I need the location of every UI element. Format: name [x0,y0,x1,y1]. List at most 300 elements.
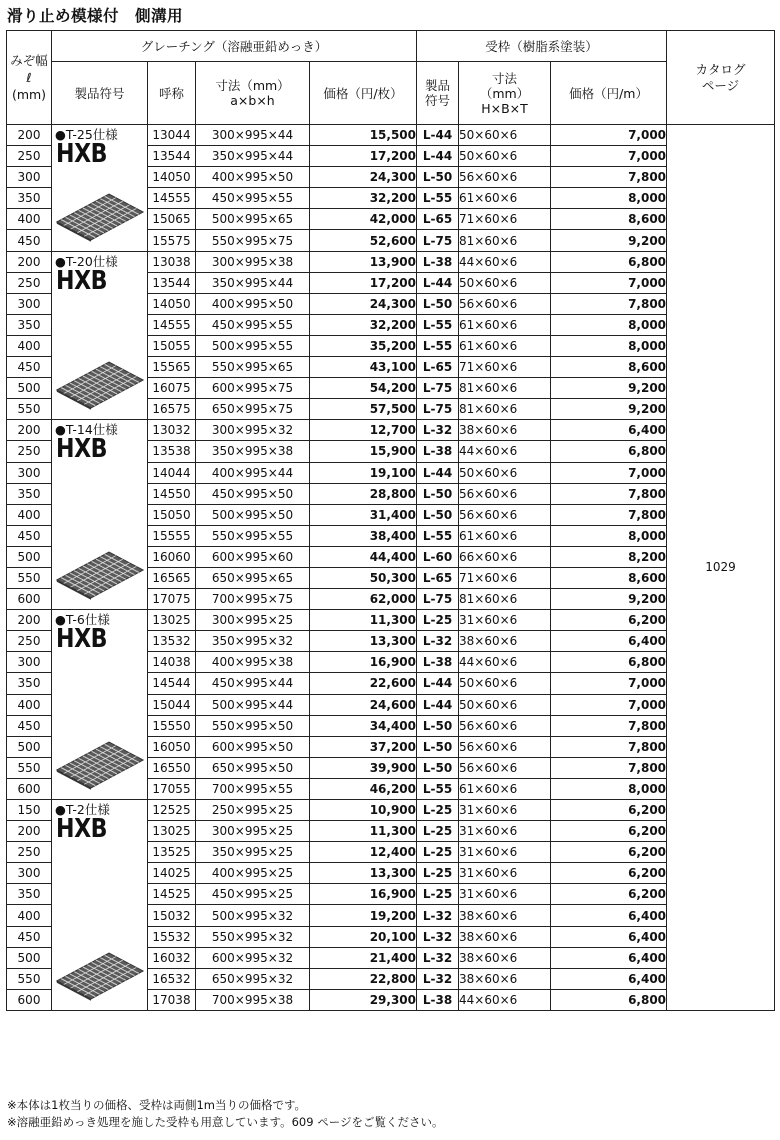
frame-price-cell: 9,200 [551,378,667,399]
nominal-cell: 17055 [148,778,196,799]
grating-price-cell: 15,900 [310,441,417,462]
grating-price-cell: 24,600 [310,694,417,715]
frame-price-cell: 7,800 [551,715,667,736]
nominal-cell: 15032 [148,905,196,926]
header-product-code: 製品符号 [52,62,148,125]
nominal-cell: 13025 [148,821,196,842]
frame-code-cell: L-38 [417,989,459,1010]
dimension-cell: 550×995×32 [196,926,310,947]
nominal-cell: 14044 [148,462,196,483]
frame-price-cell: 8,000 [551,188,667,209]
width-cell: 350 [7,314,52,335]
grating-price-cell: 43,100 [310,357,417,378]
width-cell: 450 [7,715,52,736]
frame-price-cell: 7,800 [551,167,667,188]
dimension-cell: 450×995×55 [196,188,310,209]
dimension-cell: 600×995×75 [196,378,310,399]
width-cell: 300 [7,462,52,483]
table-row [7,800,775,821]
spec-label: ●T-2仕様 [55,802,110,817]
dimension-cell: 550×995×75 [196,230,310,251]
frame-dimension-cell: 31×60×6 [459,863,551,884]
frame-dimension-cell: 50×60×6 [459,146,551,167]
nominal-cell: 14550 [148,483,196,504]
frame-dimension-cell: 66×60×6 [459,546,551,567]
grating-price-cell: 13,900 [310,251,417,272]
nominal-cell: 15565 [148,357,196,378]
spec-label: ●T-6仕様 [55,612,110,628]
grating-price-cell: 32,200 [310,188,417,209]
frame-price-cell: 7,800 [551,757,667,778]
frame-code-cell: L-75 [417,589,459,610]
frame-dimension-cell: 38×60×6 [459,631,551,652]
product-cell [52,420,148,610]
frame-price-cell: 8,600 [551,357,667,378]
frame-code-cell: L-50 [417,757,459,778]
header-grating-price: 価格（円/枚） [310,62,417,125]
frame-price-cell: 6,200 [551,610,667,631]
frame-code-cell: L-44 [417,694,459,715]
dimension-cell: 300×995×44 [196,125,310,146]
nominal-cell: 14544 [148,673,196,694]
grating-price-cell: 42,000 [310,209,417,230]
grating-image [55,360,145,410]
frame-code-cell: L-55 [417,778,459,799]
width-cell: 200 [7,251,52,272]
dimension-cell: 350×995×32 [196,631,310,652]
nominal-cell: 14025 [148,863,196,884]
frame-price-cell: 8,200 [551,546,667,567]
frame-price-cell: 7,800 [551,504,667,525]
dimension-cell: 400×995×25 [196,863,310,884]
frame-price-cell: 6,200 [551,863,667,884]
nominal-cell: 14525 [148,884,196,905]
width-cell: 500 [7,546,52,567]
frame-dimension-cell: 38×60×6 [459,905,551,926]
frame-code-cell: L-65 [417,567,459,588]
frame-price-cell: 6,400 [551,947,667,968]
nominal-cell: 15044 [148,694,196,715]
grating-figure [55,740,145,793]
nominal-cell: 13544 [148,272,196,293]
grating-price-cell: 32,200 [310,314,417,335]
width-cell: 500 [7,947,52,968]
width-cell: 250 [7,441,52,462]
frame-code-cell: L-25 [417,800,459,821]
width-cell: 550 [7,757,52,778]
frame-dimension-cell: 71×60×6 [459,357,551,378]
nominal-cell: 13038 [148,251,196,272]
width-cell: 450 [7,230,52,251]
grating-price-cell: 50,300 [310,567,417,588]
frame-dimension-cell: 61×60×6 [459,314,551,335]
frame-dimension-cell: 56×60×6 [459,736,551,757]
grating-price-cell: 46,200 [310,778,417,799]
frame-code-cell: L-32 [417,947,459,968]
grating-price-cell: 44,400 [310,546,417,567]
frame-price-cell: 6,200 [551,884,667,905]
width-cell: 600 [7,989,52,1010]
dimension-cell: 350×995×38 [196,441,310,462]
width-cell: 550 [7,567,52,588]
footnotes [7,1097,443,1131]
frame-dimension-cell: 56×60×6 [459,167,551,188]
header-dimension [196,62,310,125]
frame-price-cell: 7,800 [551,736,667,757]
brand-label: HXB [56,139,108,169]
width-cell: 400 [7,694,52,715]
nominal-cell: 16550 [148,757,196,778]
header-width [7,31,52,125]
frame-price-cell: 6,200 [551,821,667,842]
table-row [7,125,775,146]
nominal-cell: 14050 [148,167,196,188]
grating-image [55,951,145,1001]
frame-dimension-cell: 50×60×6 [459,272,551,293]
frame-code-cell: L-32 [417,926,459,947]
frame-dimension-cell: 61×60×6 [459,335,551,356]
page-title: 滑り止め模様付 側溝用 [7,7,184,25]
nominal-cell: 13044 [148,125,196,146]
frame-code-cell: L-25 [417,842,459,863]
frame-price-cell: 7,000 [551,462,667,483]
nominal-cell: 15575 [148,230,196,251]
dimension-cell: 550×995×65 [196,357,310,378]
nominal-cell: 17038 [148,989,196,1010]
nominal-cell: 13538 [148,441,196,462]
nominal-cell: 13032 [148,420,196,441]
width-cell: 400 [7,905,52,926]
grating-price-cell: 34,400 [310,715,417,736]
grating-price-cell: 13,300 [310,631,417,652]
frame-dimension-cell: 31×60×6 [459,610,551,631]
grating-price-cell: 21,400 [310,947,417,968]
frame-dimension-cell: 71×60×6 [459,567,551,588]
frame-code-cell: L-50 [417,167,459,188]
header-frame: 受枠（樹脂系塗装） [417,31,667,62]
header-catalog-page [667,31,775,125]
frame-dimension-cell: 38×60×6 [459,926,551,947]
catalog-page-cell: 1029 [667,125,775,1011]
frame-code-cell: L-32 [417,968,459,989]
frame-code-cell: L-44 [417,272,459,293]
brand-label: HXB [56,265,108,296]
frame-dimension-cell: 56×60×6 [459,293,551,314]
price-table [6,30,775,1011]
footnote: ※本体は1枚当りの価格、受枠は両側1m当りの価格です。 [7,1098,307,1112]
dimension-cell: 350×995×44 [196,146,310,167]
frame-price-cell: 6,800 [551,652,667,673]
dimension-cell: 650×995×50 [196,757,310,778]
dimension-cell: 500×995×32 [196,905,310,926]
grating-price-cell: 57,500 [310,399,417,420]
width-cell: 350 [7,673,52,694]
dimension-cell: 550×995×50 [196,715,310,736]
header-dimension-label: 寸法（mm） a×b×h [215,78,290,108]
frame-code-cell: L-50 [417,293,459,314]
table-row [7,251,775,272]
frame-dimension-cell: 50×60×6 [459,694,551,715]
width-cell: 550 [7,968,52,989]
spec-label: ●T-20仕様 [55,253,118,269]
frame-dimension-cell: 44×60×6 [459,441,551,462]
header-frame-code [417,62,459,125]
grating-price-cell: 20,100 [310,926,417,947]
width-cell: 250 [7,842,52,863]
brand-label: HXB [56,624,108,655]
dimension-cell: 500×995×65 [196,209,310,230]
nominal-cell: 13525 [148,842,196,863]
dimension-cell: 600×995×60 [196,546,310,567]
width-cell: 400 [7,504,52,525]
width-cell: 200 [7,125,52,146]
width-cell: 600 [7,589,52,610]
grating-price-cell: 12,700 [310,420,417,441]
nominal-cell: 13025 [148,610,196,631]
frame-code-cell: L-44 [417,146,459,167]
header-nominal: 呼称 [148,62,196,125]
dimension-cell: 300×995×32 [196,420,310,441]
nominal-cell: 15550 [148,715,196,736]
dimension-cell: 600×995×32 [196,947,310,968]
grating-price-cell: 37,200 [310,736,417,757]
frame-dimension-cell: 81×60×6 [459,378,551,399]
header-width-label: みぞ幅 ℓ (mm) [10,53,48,102]
dimension-cell: 400×995×50 [196,293,310,314]
grating-price-cell: 24,300 [310,167,417,188]
frame-dimension-cell: 56×60×6 [459,504,551,525]
dimension-cell: 450×995×25 [196,884,310,905]
width-cell: 450 [7,525,52,546]
frame-price-cell: 8,000 [551,778,667,799]
dimension-cell: 300×995×25 [196,610,310,631]
frame-price-cell: 6,400 [551,631,667,652]
frame-price-cell: 6,400 [551,905,667,926]
grating-price-cell: 11,300 [310,821,417,842]
grating-price-cell: 38,400 [310,525,417,546]
grating-price-cell: 17,200 [310,272,417,293]
dimension-cell: 700×995×38 [196,989,310,1010]
nominal-cell: 16032 [148,947,196,968]
grating-price-cell: 22,800 [310,968,417,989]
frame-price-cell: 6,400 [551,926,667,947]
width-cell: 200 [7,610,52,631]
width-cell: 350 [7,884,52,905]
frame-code-cell: L-75 [417,399,459,420]
grating-price-cell: 10,900 [310,800,417,821]
frame-price-cell: 8,000 [551,525,667,546]
dimension-cell: 700×995×75 [196,589,310,610]
grating-price-cell: 12,400 [310,842,417,863]
nominal-cell: 16532 [148,968,196,989]
spec-label: ●T-14仕様 [55,422,118,438]
header-frame-code-label: 製品符号 [425,78,451,108]
frame-code-cell: L-65 [417,209,459,230]
frame-code-cell: L-75 [417,230,459,251]
width-cell: 600 [7,778,52,799]
frame-price-cell: 7,000 [551,673,667,694]
grating-price-cell: 31,400 [310,504,417,525]
nominal-cell: 15050 [148,504,196,525]
frame-code-cell: L-25 [417,884,459,905]
nominal-cell: 16050 [148,736,196,757]
frame-dimension-cell: 50×60×6 [459,673,551,694]
frame-code-cell: L-65 [417,357,459,378]
grating-price-cell: 29,300 [310,989,417,1010]
dimension-cell: 450×995×50 [196,483,310,504]
frame-code-cell: L-44 [417,673,459,694]
frame-code-cell: L-75 [417,378,459,399]
table-row [7,610,775,631]
dimension-cell: 700×995×55 [196,778,310,799]
nominal-cell: 13544 [148,146,196,167]
nominal-cell: 14555 [148,188,196,209]
brand-label: HXB [56,434,108,465]
grating-price-cell: 52,600 [310,230,417,251]
grating-figure [55,951,145,1004]
frame-code-cell: L-44 [417,125,459,146]
grating-price-cell: 19,200 [310,905,417,926]
nominal-cell: 15055 [148,335,196,356]
frame-dimension-cell: 56×60×6 [459,757,551,778]
grating-price-cell: 39,900 [310,757,417,778]
frame-price-cell: 7,000 [551,125,667,146]
nominal-cell: 12525 [148,800,196,821]
frame-dimension-cell: 31×60×6 [459,842,551,863]
width-cell: 300 [7,652,52,673]
nominal-cell: 16060 [148,546,196,567]
grating-price-cell: 28,800 [310,483,417,504]
grating-price-cell: 24,300 [310,293,417,314]
dimension-cell: 300×995×38 [196,251,310,272]
frame-dimension-cell: 31×60×6 [459,884,551,905]
grating-image [55,192,145,242]
frame-code-cell: L-32 [417,631,459,652]
header-frame-price: 価格（円/m） [551,62,667,125]
nominal-cell: 15065 [148,209,196,230]
frame-code-cell: L-55 [417,188,459,209]
nominal-cell: 16565 [148,567,196,588]
dimension-cell: 650×995×65 [196,567,310,588]
nominal-cell: 15532 [148,926,196,947]
width-cell: 300 [7,293,52,314]
dimension-cell: 450×995×44 [196,673,310,694]
frame-dimension-cell: 50×60×6 [459,125,551,146]
width-cell: 450 [7,926,52,947]
dimension-cell: 650×995×32 [196,968,310,989]
product-cell [52,125,148,252]
grating-price-cell: 11,300 [310,610,417,631]
dimension-cell: 600×995×50 [196,736,310,757]
nominal-cell: 13532 [148,631,196,652]
grating-price-cell: 62,000 [310,589,417,610]
nominal-cell: 17075 [148,589,196,610]
width-cell: 350 [7,188,52,209]
frame-code-cell: L-25 [417,821,459,842]
width-cell: 200 [7,821,52,842]
grating-image [55,740,145,790]
frame-price-cell: 6,400 [551,420,667,441]
dimension-cell: 650×995×75 [196,399,310,420]
frame-dimension-cell: 71×60×6 [459,209,551,230]
nominal-cell: 15555 [148,525,196,546]
width-cell: 450 [7,357,52,378]
width-cell: 400 [7,335,52,356]
table-body [7,125,775,1011]
frame-price-cell: 6,400 [551,968,667,989]
frame-dimension-cell: 44×60×6 [459,251,551,272]
dimension-cell: 550×995×55 [196,525,310,546]
nominal-cell: 14038 [148,652,196,673]
frame-price-cell: 6,800 [551,989,667,1010]
frame-code-cell: L-50 [417,736,459,757]
width-cell: 350 [7,483,52,504]
frame-dimension-cell: 56×60×6 [459,715,551,736]
frame-price-cell: 6,200 [551,800,667,821]
grating-price-cell: 13,300 [310,863,417,884]
product-cell [52,610,148,800]
grating-price-cell: 35,200 [310,335,417,356]
frame-code-cell: L-55 [417,314,459,335]
nominal-cell: 16075 [148,378,196,399]
frame-price-cell: 9,200 [551,230,667,251]
frame-dimension-cell: 38×60×6 [459,968,551,989]
frame-price-cell: 7,000 [551,694,667,715]
frame-price-cell: 8,600 [551,209,667,230]
width-cell: 250 [7,631,52,652]
frame-code-cell: L-60 [417,546,459,567]
dimension-cell: 500×995×44 [196,694,310,715]
grating-image [55,550,145,600]
frame-price-cell: 8,000 [551,314,667,335]
frame-price-cell: 8,000 [551,335,667,356]
table-row [7,420,775,441]
frame-code-cell: L-25 [417,863,459,884]
dimension-cell: 300×995×25 [196,821,310,842]
frame-dimension-cell: 81×60×6 [459,589,551,610]
frame-price-cell: 6,800 [551,251,667,272]
frame-price-cell: 7,800 [551,483,667,504]
frame-dimension-cell: 38×60×6 [459,947,551,968]
header-frame-dimension [459,62,551,125]
frame-dimension-cell: 44×60×6 [459,652,551,673]
frame-dimension-cell: 81×60×6 [459,230,551,251]
grating-price-cell: 54,200 [310,378,417,399]
frame-dimension-cell: 61×60×6 [459,188,551,209]
nominal-cell: 14555 [148,314,196,335]
frame-code-cell: L-50 [417,504,459,525]
frame-dimension-cell: 61×60×6 [459,525,551,546]
grating-price-cell: 22,600 [310,673,417,694]
frame-code-cell: L-38 [417,251,459,272]
frame-dimension-cell: 38×60×6 [459,420,551,441]
product-cell [52,800,148,1011]
width-cell: 200 [7,420,52,441]
frame-price-cell: 7,000 [551,146,667,167]
header-frame-dimension-label: 寸法 （mm） H×B×T [479,70,530,116]
frame-code-cell: L-44 [417,462,459,483]
frame-dimension-cell: 61×60×6 [459,778,551,799]
footnote: ※溶融亜鉛めっき処理を施した受枠も用意しています。609 ページをご覧ください。 [7,1115,444,1129]
grating-price-cell: 15,500 [310,125,417,146]
width-cell: 150 [7,800,52,821]
frame-code-cell: L-55 [417,525,459,546]
frame-code-cell: L-50 [417,715,459,736]
frame-dimension-cell: 50×60×6 [459,462,551,483]
dimension-cell: 400×995×50 [196,167,310,188]
frame-code-cell: L-32 [417,420,459,441]
width-cell: 250 [7,146,52,167]
